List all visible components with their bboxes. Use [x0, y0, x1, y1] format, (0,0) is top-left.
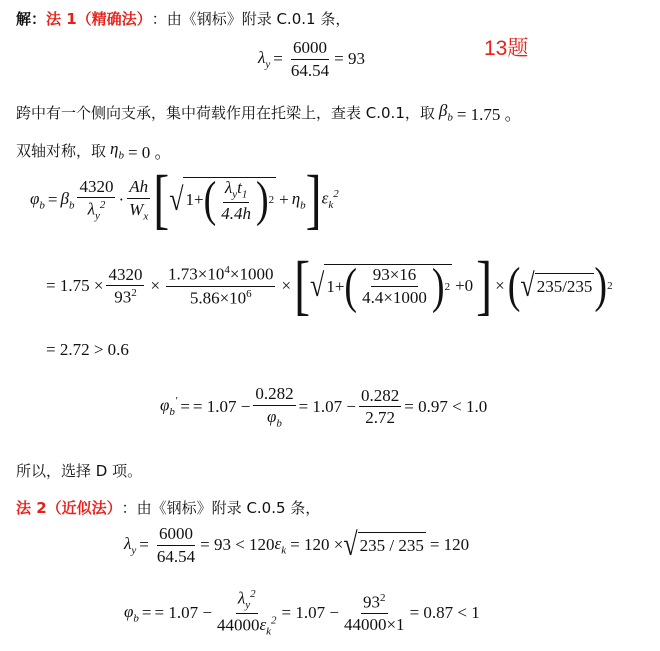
phi-prime-formula: $\varphi_b'$ = = 1.07 − $\frac{0.282}{\varphi_b}$ = 1.07 − $\frac{0.282}{2.72}$ = 0.97 < 1.0: [160, 384, 488, 429]
ratio-denominator: 4.4×1000: [362, 288, 427, 307]
lambda-result: = 93: [334, 49, 365, 69]
m2-lambda-denominator: 64.54: [156, 546, 196, 566]
phi-prime-mid: = 1.07 −: [298, 396, 357, 416]
method1-title: 法 1（精确法）: [46, 10, 152, 28]
coef-4320: 4320: [77, 177, 115, 199]
ah-tail: ×1000: [229, 264, 274, 284]
lambda-numerator: 6000: [291, 38, 329, 60]
phi-general-formula: $\varphi_b$ = $\beta_b$ $\frac{4320}{\lambda_y^2}$ · $\frac{Ah}{W_x}$ [ √ 1+ ( $\frac{\lambda_yt_1}{4.4h}$ ) 2 + $\eta_b$ ] $\varepsilon_k^2$: [30, 162, 339, 237]
m2-lambda-numerator: 6000: [157, 524, 195, 546]
area-height: Ah: [127, 177, 150, 199]
ratio-numerator: 93×16: [371, 265, 419, 287]
method2-phi-formula: $\varphi_b$ = = 1.07 − $\frac{\lambda_y^2}{44000\varepsilon_k^2}$ = 1.07 − $\frac{93^2}{44000\times 1}$ = 0.87 < 1: [124, 588, 480, 638]
ah-exp: 4: [224, 264, 230, 277]
lambda-sub: 93: [114, 287, 132, 307]
epsilon-ratio: 235/235: [535, 273, 595, 299]
coef-4320-sub: 4320: [106, 265, 144, 287]
solution-label: 解：: [16, 10, 47, 28]
beta-substituted: = 1.75 ×: [46, 276, 104, 295]
eta-zero: +0: [455, 276, 474, 295]
wx-exp: 6: [246, 287, 252, 300]
m2-epsilon-ratio: 235 / 235: [358, 532, 426, 558]
method2-title: 法 2（近似法）: [16, 499, 122, 517]
m2-phi-mid: = 1.07 −: [281, 603, 339, 623]
eta-value: = 0 。: [127, 143, 172, 162]
paragraph-support: 跨中有一个侧向支承，集中荷载作用在托梁上，查表 C.0.1，取 $\beta_b$ = 1.75 。: [16, 101, 522, 124]
beta-value: = 1.75 。: [456, 105, 522, 124]
phi-result: = 2.72 > 0.6: [46, 340, 129, 359]
m2-phi-denominator: 44000: [216, 615, 260, 635]
ah-value: 1.73×10: [168, 264, 225, 284]
m2-lambda-result: = 120: [429, 535, 470, 555]
phi-substitution: = 1.75 × $\frac{4320}{93^2}$ × $\frac{1.73\times 10^4\times 1000}{5.86\times 10^6}$ × [ √ 1+ ( $\frac{93\times 16}{4.4\times 1000}$ ) 2 +0 ] × ( √ 235/235 ) 2: [46, 248, 613, 323]
m2-phi-result: = 0.87 < 1: [409, 603, 480, 623]
problem-number-tag: 13题: [484, 37, 529, 60]
method2-intro: ：由《钢标》附录 C.0.5 条，: [121, 499, 321, 517]
phi-prime-result: = 0.97 < 1.0: [404, 396, 488, 416]
m2-lambda-compare: = 93 < 120: [200, 535, 275, 555]
m2-phi-numerator: 93: [363, 592, 381, 612]
m2-phi-denominator-2: 44000×1: [343, 615, 405, 635]
phi-prime-const: = 1.07 −: [192, 396, 251, 416]
paragraph-symmetry: 双轴对称，取 $\eta_b$ = 0 。: [16, 139, 172, 162]
m2-lambda-eq: = 120 ×: [290, 535, 344, 555]
phi-prime-denominator: 2.72: [365, 408, 396, 428]
wx-value: 5.86×10: [189, 288, 247, 308]
denom-44h: 4.4h: [221, 203, 251, 223]
method1-intro: ：由《钢标》附录 C.0.1 条，: [151, 10, 351, 28]
method1-heading: [16, 8, 350, 29]
lambda-denominator: 64.54: [290, 60, 330, 80]
method2-lambda-formula: $\lambda_y$ = $\frac{6000}{64.54}$ = 93 < 120 $\varepsilon_k$ = 120 × √ 235 / 235 = 120: [124, 524, 470, 566]
phi-prime-numerator-2: 0.282: [359, 386, 401, 408]
paragraph-support-text: 跨中有一个侧向支承，集中荷载作用在托梁上，查表 C.0.1，取: [16, 104, 435, 122]
method2-heading: [16, 497, 320, 518]
phi-prime-numerator: 0.282: [253, 384, 295, 406]
m2-phi-const: = 1.07 −: [154, 603, 212, 623]
lambda-formula: $\lambda_y$ = $\frac{6000}{64.54}$ = 93: [258, 38, 365, 80]
paragraph-symmetry-text: 双轴对称，取: [16, 142, 107, 160]
conclusion-text: 所以，选择 D 项。: [16, 462, 143, 480]
